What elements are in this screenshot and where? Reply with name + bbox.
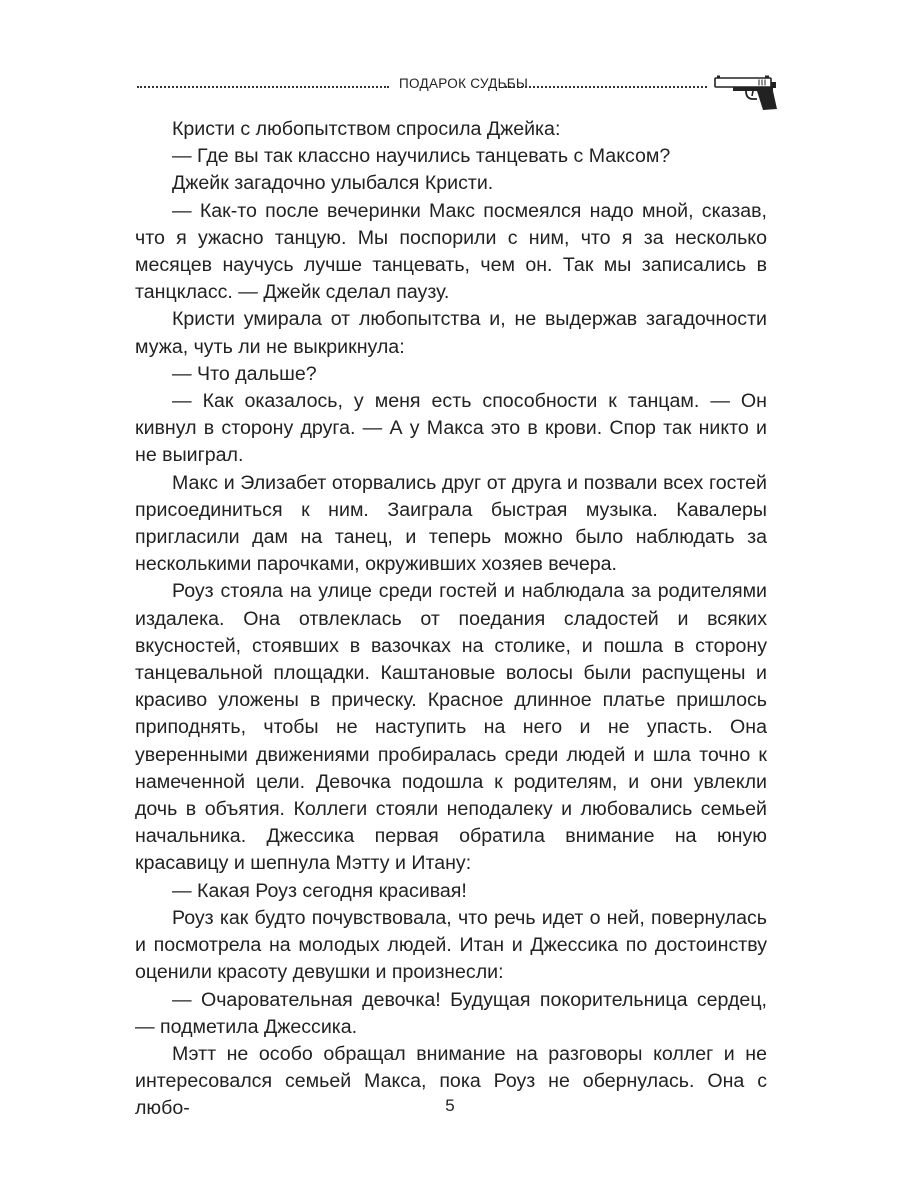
running-header [137, 72, 779, 112]
paragraph: Кристи умирала от любопытства и, не выдержав загадочности мужа, чуть ли не выкрикнула: [135, 308, 767, 358]
page-number: 5 [445, 1096, 455, 1115]
paragraph: Макс и Элизабет оторвались друг от друга и позвали всех гостей присоединиться к ним. Заиграла быстрая музыка. Кавалеры пригласили дам на танец, и теперь можно было наблюдать за несколькими парочками, окруживших хозяев вечера. [135, 471, 767, 576]
paragraph: — Как оказалось, у меня есть способности к танцам. — Он кивнул в сторону друга. — А у Макса это в крови. Спор так никто и не выиграл. [135, 390, 767, 467]
pistol-icon [713, 72, 781, 112]
paragraph: Джейк загадочно улыбался Кристи. [172, 172, 494, 195]
dotted-rule-right [505, 86, 707, 88]
paragraph: Кристи с любопытством спросила Джейка: [172, 118, 561, 140]
paragraph: — Что дальше? [172, 362, 317, 385]
paragraph: Роуз как будто почувствовала, что речь идет о ней, повернулась и посмотрела на молодых людей. Итан и Джессика по достоинству оценили красоту девушки и произнесли: [135, 906, 767, 984]
paragraph: — Какая Роуз сегодня красивая! [172, 879, 467, 902]
paragraph: — Где вы так классно научились танцевать с Максом? [172, 145, 671, 168]
paragraph: Роуз стояла на улице среди гостей и наблюдала за родителями издалека. Она отвлеклась от поедания сладостей и всяких вкусностей, стоявших в вазочках на столике, и пошла в сторону танцевальной площадки. Каштановые волосы были распущены и красиво уложены в прическу. Красное длинное платье пришлось приподнять, чтобы не наступить на него и не упасть. Она уверенными движениями пробиралась среди людей и шла точно к намеченной цели. Девочка подошла к родителям, и они увлекли дочь в объятия. Коллеги стояли неподалеку и любовались семьей начальника. Джессика первая обратила внимание на юную красавицу и шепнула Мэтту и Итану: [135, 580, 767, 875]
paragraph: — Очаровательная девочка! Будущая покорительница сердец, — подметила Джессика. [135, 988, 767, 1038]
paragraph: — Как-то после вечеринки Макс посмеялся надо мной, сказав, что я ужасно танцую. Мы поспорили с ним, что я за несколько месяцев научусь лучше танцевать, чем он. Так мы записались в танцкласс. — Джейк сделал паузу. [135, 199, 767, 304]
paragraph: Мэтт не особо обращал внимание на разговоры коллег и не интересовался семьей Макса, пока Роуз не обернулась. Она с любо- [135, 1042, 767, 1120]
dotted-rule-left [137, 86, 389, 88]
running-title: ПОДАРОК СУДЬБЫ [399, 76, 529, 91]
body-text [135, 116, 767, 1123]
